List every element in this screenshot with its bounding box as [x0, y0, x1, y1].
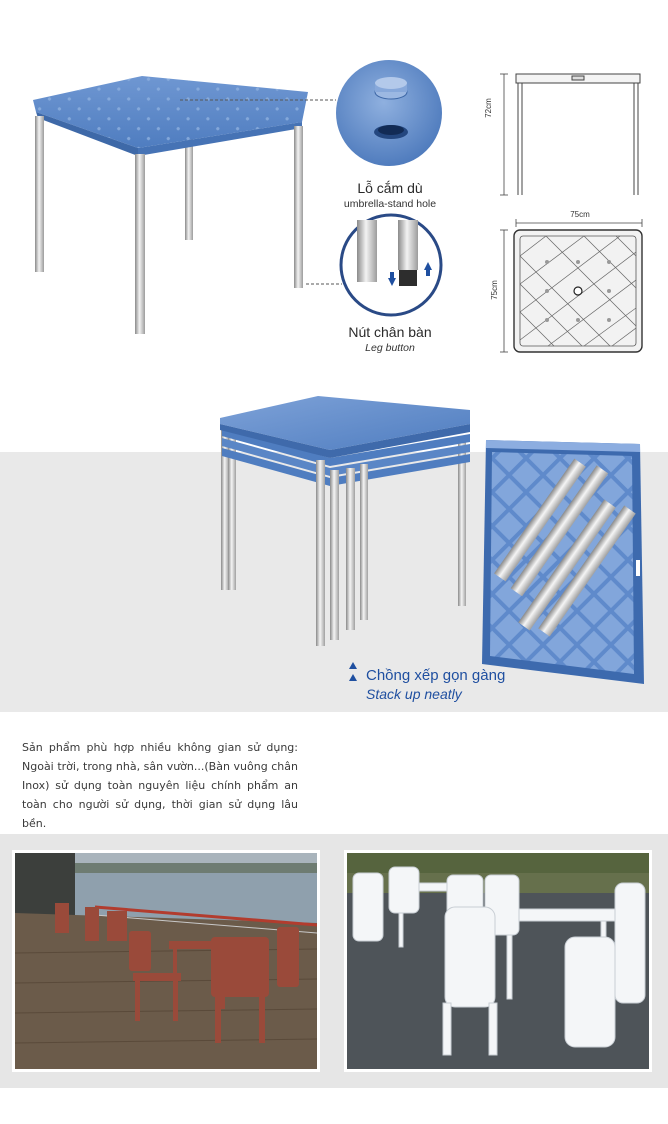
- height-dimension-label: 72cm: [484, 98, 493, 118]
- stack-of-tables: [220, 396, 470, 646]
- leg-button-subtitle: Leg button: [365, 342, 415, 354]
- main-table-illustration: [33, 76, 308, 334]
- side-view-drawing: [500, 74, 640, 195]
- top-view-drawing: [500, 219, 642, 352]
- umbrella-hole-detail: [336, 60, 442, 166]
- photo-outdoor-waterfront: [12, 850, 320, 1072]
- stacked-tables-illustration: [0, 380, 668, 710]
- product-description: Sản phẩm phù hợp nhiều không gian sử dụng: Ngoài trời, trong nhà, sân vườn...(Bàn vuông chân Inox) sử dụng toàn nguyên liệu chính phẩm an toàn cho người sử dụng, thời gian sử dụng lâu bền.: [22, 741, 298, 830]
- stacking-title: Chồng xếp gọn gàng: [366, 667, 506, 684]
- leg-button-title: Nút chân bàn: [348, 324, 432, 340]
- leg-button-detail: [341, 215, 441, 315]
- stack-marker-icon: [349, 674, 357, 681]
- photo-white-furniture-outdoor: [344, 850, 652, 1072]
- stacking-subtitle: Stack up neatly: [366, 686, 462, 702]
- stack-marker-icon: [349, 662, 357, 669]
- table-underside-with-legs: [482, 440, 644, 684]
- width-dimension-label: 75cm: [570, 210, 590, 219]
- umbrella-hole-subtitle: umbrella-stand hole: [343, 198, 437, 210]
- umbrella-hole-title: Lỗ cắm dù: [357, 180, 423, 196]
- depth-dimension-label: 75cm: [490, 280, 499, 300]
